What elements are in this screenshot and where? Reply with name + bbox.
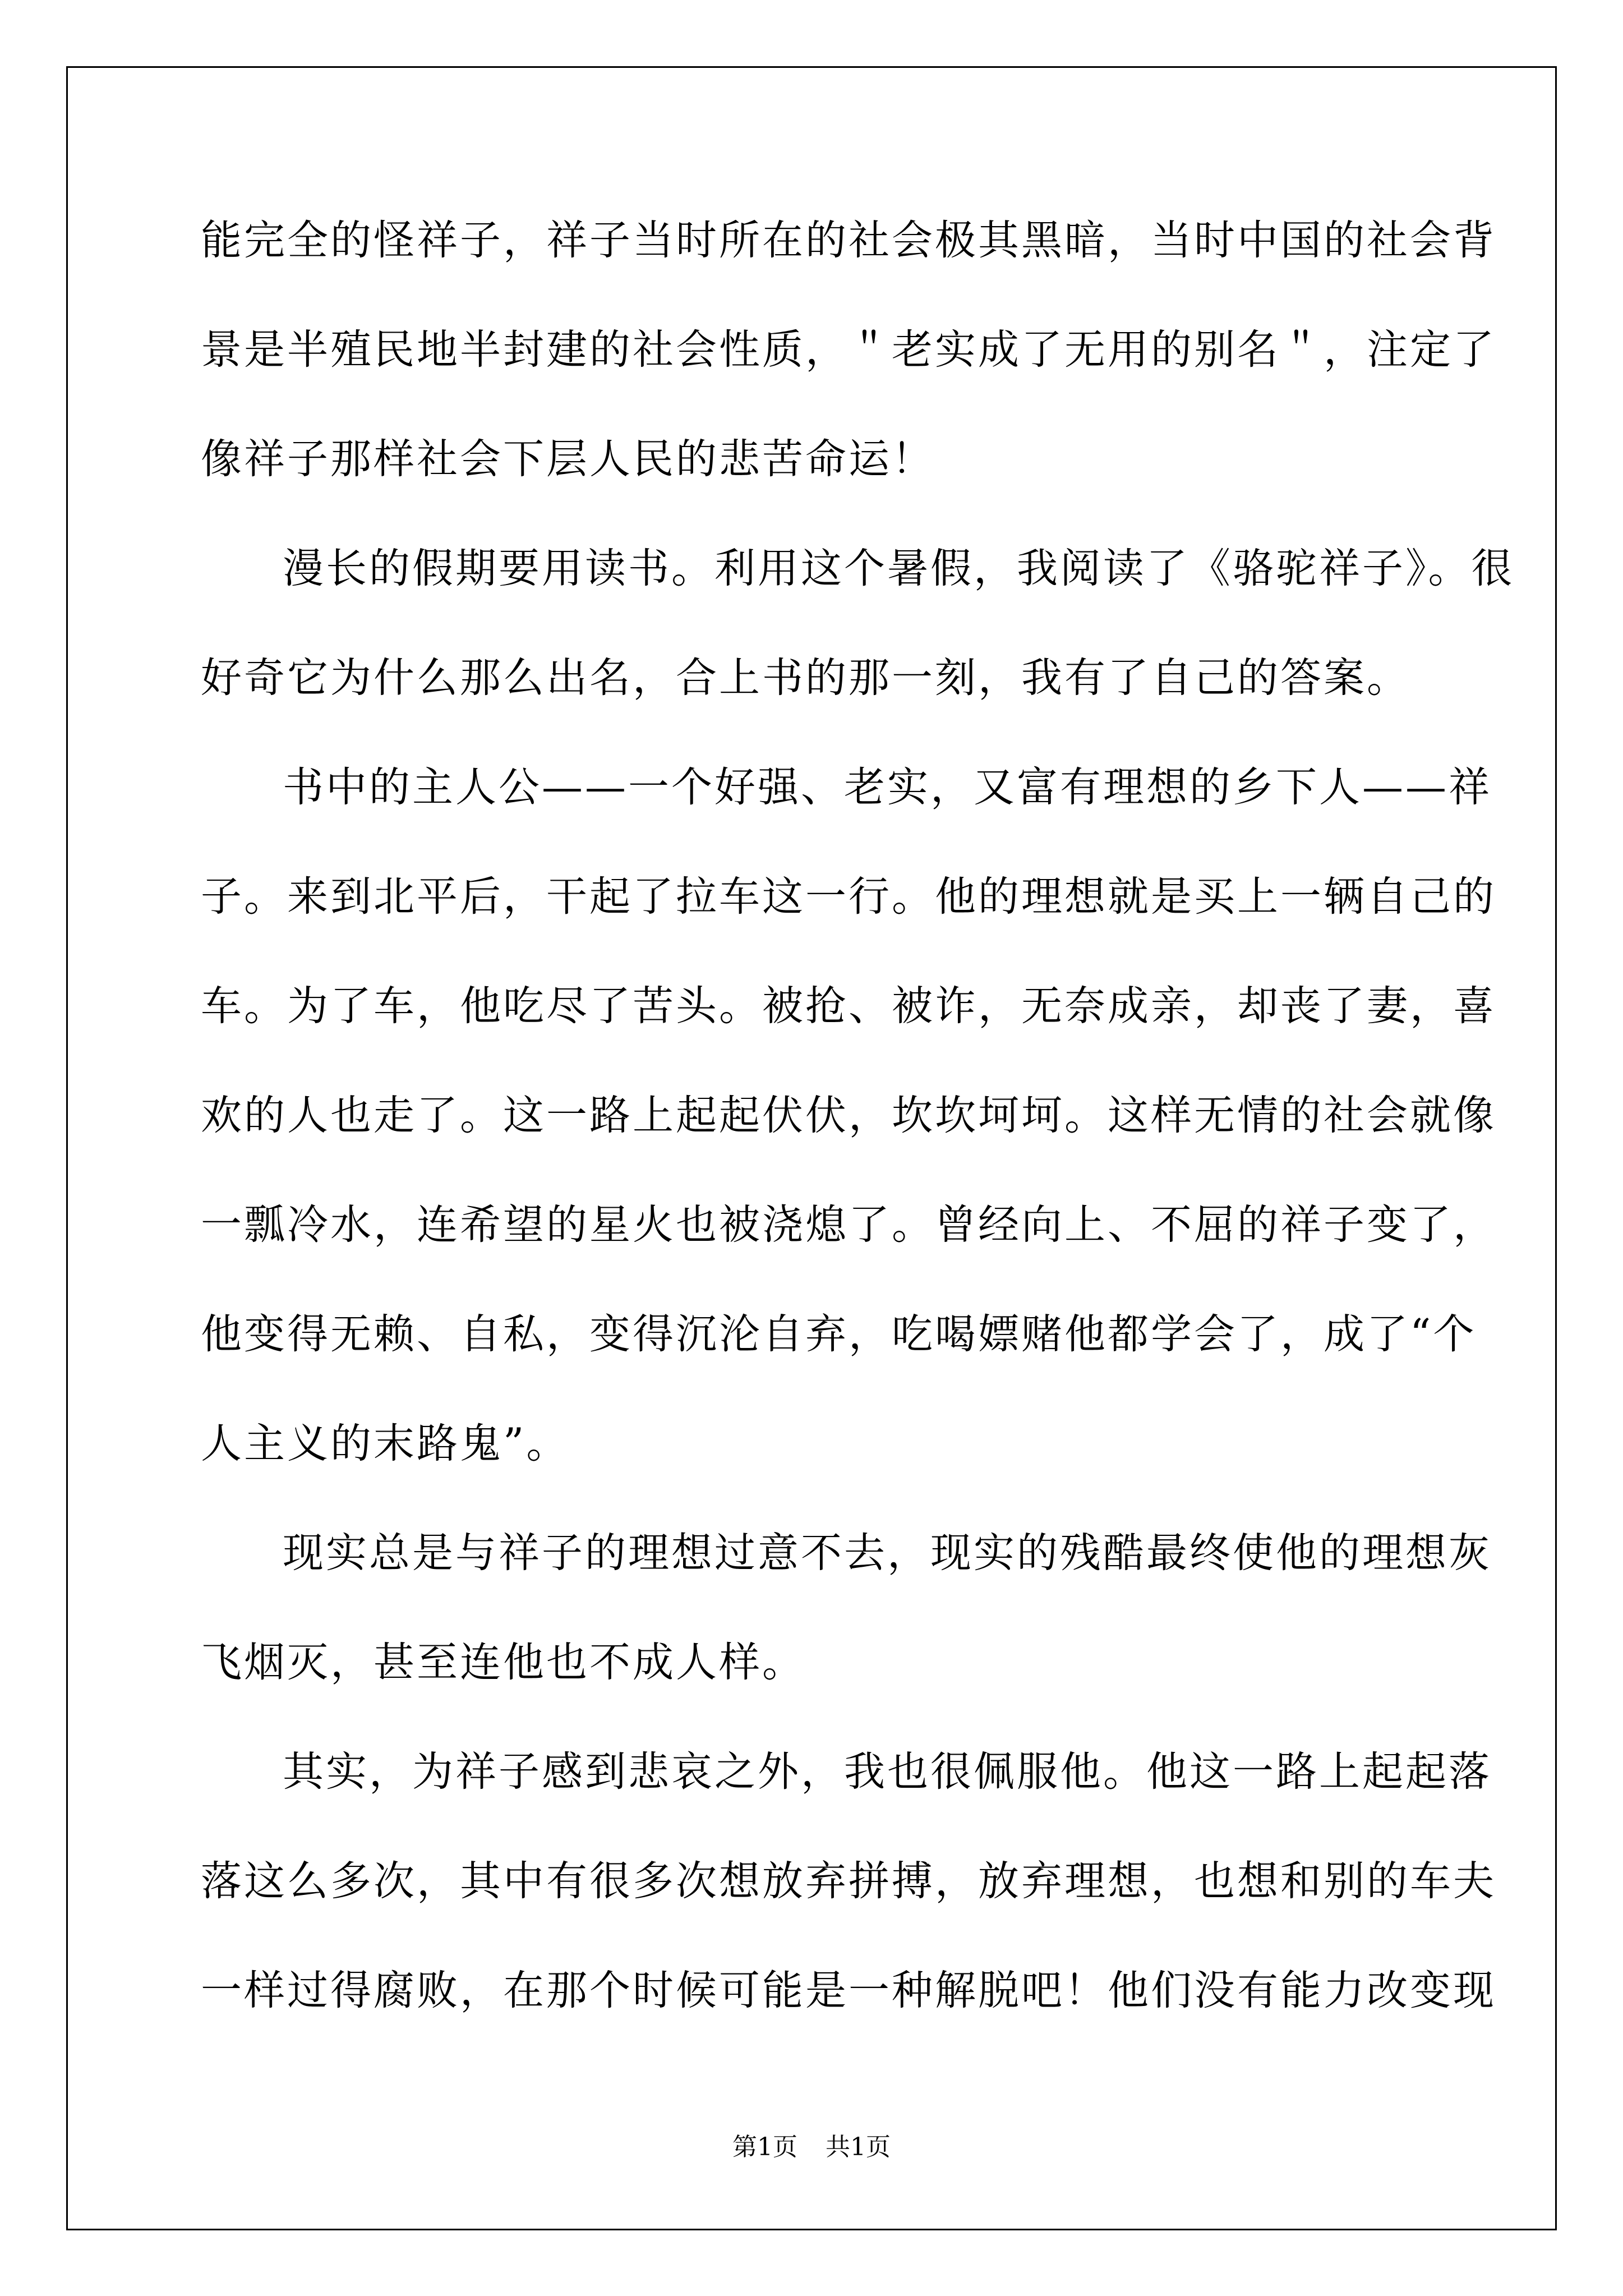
text-line: 漫长的假期要用读书。利用这个暑假，我阅读了《骆驼祥子》。很	[283, 545, 1515, 592]
text-line: 景是半殖民地半封建的社会性质，＂老实成了无用的别名＂，注定了	[201, 326, 1496, 374]
text-line: 他变得无赖、自私，变得沉沦自弃，吃喝嫖赌他都学会了，成了“个	[201, 1310, 1477, 1358]
page-total: 共1页	[826, 2133, 891, 2161]
document-body	[201, 208, 1515, 2067]
text-line: 一样过得腐败，在那个时候可能是一种解脱吧！他们没有能力改变现	[201, 1967, 1496, 2014]
text-line: 一瓢冷水，连希望的星火也被浇熄了。曾经向上、不屈的祥子变了，	[201, 1201, 1496, 1249]
text-line: 好奇它为什么那么出名，合上书的那一刻，我有了自己的答案。	[201, 654, 1410, 702]
text-line: 人主义的末路鬼”。	[201, 1420, 570, 1467]
text-line: 飞烟灭，甚至连他也不成人样。	[201, 1639, 805, 1686]
text-line: 子。来到北平后，干起了拉车这一行。他的理想就是买上一辆自己的	[201, 873, 1496, 921]
text-line: 像祥子那样社会下层人民的悲苦命运！	[201, 435, 935, 483]
text-line: 能完全的怪祥子，祥子当时所在的社会极其黑暗，当时中国的社会背	[201, 217, 1496, 264]
text-line: 欢的人也走了。这一路上起起伏伏，坎坎坷坷。这样无情的社会就像	[201, 1092, 1496, 1139]
page-number: 第1页	[732, 2133, 797, 2161]
page-footer	[0, 2131, 1623, 2164]
text-line: 其实，为祥子感到悲哀之外，我也很佩服他。他这一路上起起落	[283, 1748, 1492, 1796]
text-line: 落这么多次，其中有很多次想放弃拼搏，放弃理想，也想和别的车夫	[201, 1857, 1496, 1905]
text-line: 车。为了车，他吃尽了苦头。被抢、被诈，无奈成亲，却丧了妻，喜	[201, 982, 1496, 1030]
text-line: 书中的主人公——一个好强、老实，又富有理想的乡下人——祥	[283, 763, 1492, 811]
text-line: 现实总是与祥子的理想过意不去，现实的残酷最终使他的理想灰	[283, 1529, 1492, 1577]
